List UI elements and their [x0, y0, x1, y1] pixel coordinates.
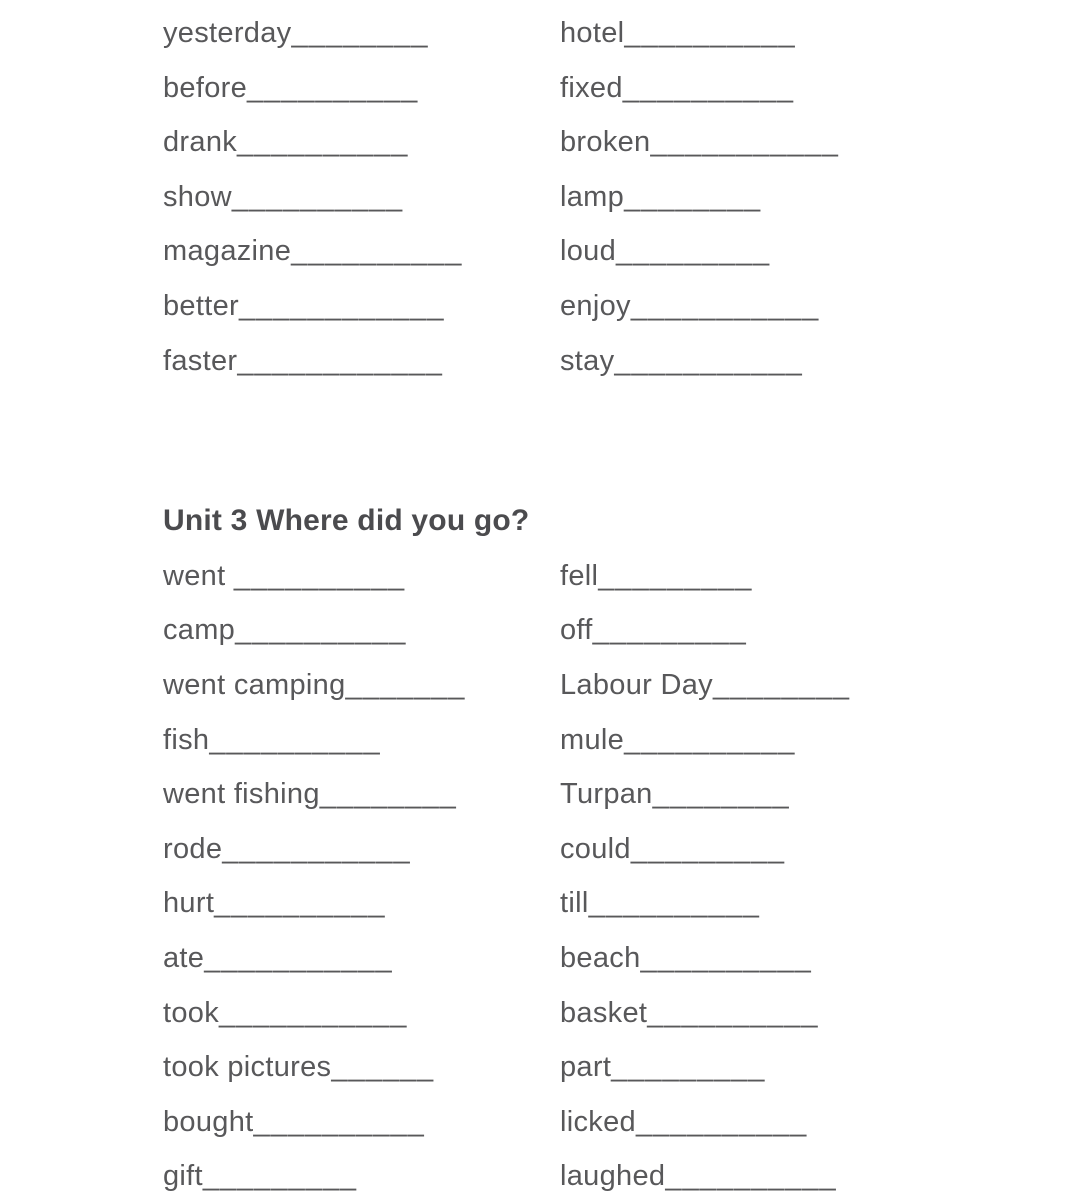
fill-in-blank: ____________: [238, 289, 445, 322]
vocab-word: fixed: [560, 71, 623, 104]
fill-in-blank: __________: [253, 1105, 425, 1138]
vocab-word: drank: [163, 126, 238, 159]
vocab-word: before: [163, 71, 248, 104]
fill-in-blank: __________: [233, 559, 406, 592]
vocab-word: lamp: [560, 180, 625, 213]
vocab-entry-left: [163, 279, 560, 334]
fill-in-blank: _________: [202, 1160, 358, 1193]
vocab-entry-left: [163, 986, 560, 1041]
vocab-section-unit2: [163, 6, 1080, 388]
vocab-word: magazine: [163, 235, 292, 268]
vocab-entry-right: [560, 822, 1080, 877]
vocab-word: hotel: [560, 17, 625, 49]
vocab-row: [163, 224, 1080, 279]
fill-in-blank: ___________: [204, 941, 393, 974]
vocab-word: took pictures: [163, 1051, 332, 1084]
vocab-entry-left: [163, 170, 560, 225]
fill-in-blank: __________: [624, 17, 796, 49]
vocab-word: show: [163, 180, 232, 213]
fill-in-blank: ____________: [237, 344, 443, 377]
fill-in-blank: __________: [237, 126, 409, 159]
vocab-row: [163, 986, 1080, 1041]
vocab-entry-right: [560, 170, 1080, 225]
fill-in-blank: __________: [624, 723, 796, 756]
vocab-row: [163, 713, 1080, 768]
vocab-entry-left: [163, 6, 560, 61]
vocab-word: camp: [163, 614, 236, 647]
vocab-word: laughed: [560, 1160, 666, 1193]
vocab-entry-left: [163, 767, 560, 822]
vocab-word: fell: [560, 559, 599, 592]
section-heading: Unit 3 Where did you go?: [163, 504, 530, 538]
vocab-row: [163, 334, 1080, 389]
vocab-entry-left: [163, 1095, 560, 1150]
fill-in-blank: __________: [247, 71, 419, 104]
vocab-entry-right: [560, 279, 1080, 334]
vocab-word: could: [560, 832, 631, 865]
vocab-entry-left: [163, 658, 560, 713]
vocab-word: went camping: [163, 668, 346, 701]
vocab-word: better: [163, 289, 239, 322]
vocab-row: [163, 1149, 1080, 1202]
vocab-list: [163, 6, 1080, 388]
vocab-word: yesterday: [163, 17, 292, 49]
vocab-word: licked: [560, 1105, 636, 1138]
fill-in-blank: __________: [640, 941, 812, 974]
vocab-word: rode: [163, 832, 223, 865]
vocab-word: beach: [560, 941, 641, 974]
fill-in-blank: ________: [291, 17, 429, 49]
vocab-word: took: [163, 996, 220, 1029]
vocab-row: [163, 1040, 1080, 1095]
vocab-entry-left: [163, 61, 560, 116]
vocab-row: [163, 603, 1080, 658]
fill-in-blank: ________: [712, 668, 850, 701]
vocab-entry-left: [163, 334, 560, 389]
fill-in-blank: ___________: [650, 126, 839, 159]
fill-in-blank: __________: [635, 1105, 808, 1138]
fill-in-blank: _______: [345, 668, 466, 701]
fill-in-blank: __________: [588, 887, 760, 920]
vocab-entry-right: [560, 61, 1080, 116]
vocab-entry-right: [560, 1095, 1080, 1150]
fill-in-blank: ___________: [630, 289, 820, 322]
vocab-word: went fishing: [163, 778, 320, 811]
vocab-entry-right: [560, 549, 1080, 604]
vocab-word: Turpan: [560, 778, 653, 811]
vocab-row: [163, 115, 1080, 170]
fill-in-blank: ________: [624, 180, 762, 213]
fill-in-blank: _________: [592, 614, 747, 647]
vocab-word: till: [560, 887, 589, 920]
vocab-entry-left: [163, 713, 560, 768]
vocab-entry-right: [560, 334, 1080, 389]
vocab-entry-right: [560, 6, 1080, 61]
vocab-word: enjoy: [560, 289, 631, 322]
fill-in-blank: ________: [652, 778, 790, 811]
vocab-entry-left: [163, 603, 560, 658]
fill-in-blank: __________: [665, 1160, 837, 1193]
vocab-entry-left: [163, 822, 560, 877]
vocab-word: loud: [560, 235, 617, 268]
fill-in-blank: ________: [319, 778, 457, 811]
vocab-entry-left: [163, 115, 560, 170]
fill-in-blank: ___________: [219, 996, 408, 1029]
vocab-row: [163, 876, 1080, 931]
vocab-word: broken: [560, 126, 651, 159]
vocab-entry-right: [560, 1040, 1080, 1095]
vocab-row: [163, 767, 1080, 822]
fill-in-blank: __________: [291, 235, 463, 268]
vocab-row: [163, 931, 1080, 986]
vocab-word: fish: [163, 723, 210, 756]
vocab-entry-left: [163, 549, 560, 604]
vocab-word: part: [560, 1051, 612, 1084]
vocab-word: off: [560, 614, 593, 647]
fill-in-blank: ___________: [614, 344, 803, 377]
fill-in-blank: __________: [231, 180, 404, 213]
vocab-word: hurt: [163, 887, 215, 920]
vocab-word: mule: [560, 723, 625, 756]
vocab-entry-right: [560, 767, 1080, 822]
vocab-section-unit3: [163, 494, 1080, 1202]
vocab-entry-right: [560, 658, 1080, 713]
vocab-row: [163, 61, 1080, 116]
vocab-entry-right: [560, 931, 1080, 986]
vocab-word: bought: [163, 1105, 254, 1138]
vocab-word: gift: [163, 1160, 203, 1193]
vocab-row: [163, 6, 1080, 61]
vocab-word: Labour Day: [560, 668, 713, 701]
fill-in-blank: __________: [235, 614, 407, 647]
vocab-row: [163, 549, 1080, 604]
fill-in-blank: _________: [598, 559, 753, 592]
vocab-entry-left: [163, 931, 560, 986]
vocab-entry-left: [163, 876, 560, 931]
vocab-entry-right: [560, 713, 1080, 768]
fill-in-blank: _________: [611, 1051, 766, 1084]
vocab-word: faster: [163, 344, 238, 377]
fill-in-blank: _________: [630, 832, 785, 865]
vocab-word: basket: [560, 996, 648, 1029]
vocab-entry-left: [163, 1040, 560, 1095]
vocab-entry-right: [560, 224, 1080, 279]
fill-in-blank: __________: [214, 887, 386, 920]
vocab-word: ate: [163, 941, 205, 974]
fill-in-blank: _________: [616, 235, 771, 268]
vocab-entry-right: [560, 986, 1080, 1041]
vocab-row: [163, 822, 1080, 877]
vocab-entry-left: [163, 1149, 560, 1202]
vocab-list: [163, 549, 1080, 1202]
vocab-entry-right: [560, 876, 1080, 931]
vocab-entry-left: [163, 224, 560, 279]
vocab-entry-right: [560, 1149, 1080, 1202]
fill-in-blank: __________: [209, 723, 381, 756]
vocab-row: [163, 170, 1080, 225]
vocab-word: went: [163, 559, 234, 592]
vocab-entry-right: [560, 115, 1080, 170]
fill-in-blank: __________: [622, 71, 795, 104]
vocab-entry-right: [560, 603, 1080, 658]
fill-in-blank: ___________: [222, 832, 411, 865]
vocab-word: stay: [560, 344, 615, 377]
vocab-row: [163, 658, 1080, 713]
fill-in-blank: ______: [331, 1051, 435, 1084]
vocab-row: [163, 279, 1080, 334]
vocab-row: [163, 1095, 1080, 1150]
fill-in-blank: __________: [647, 996, 819, 1029]
